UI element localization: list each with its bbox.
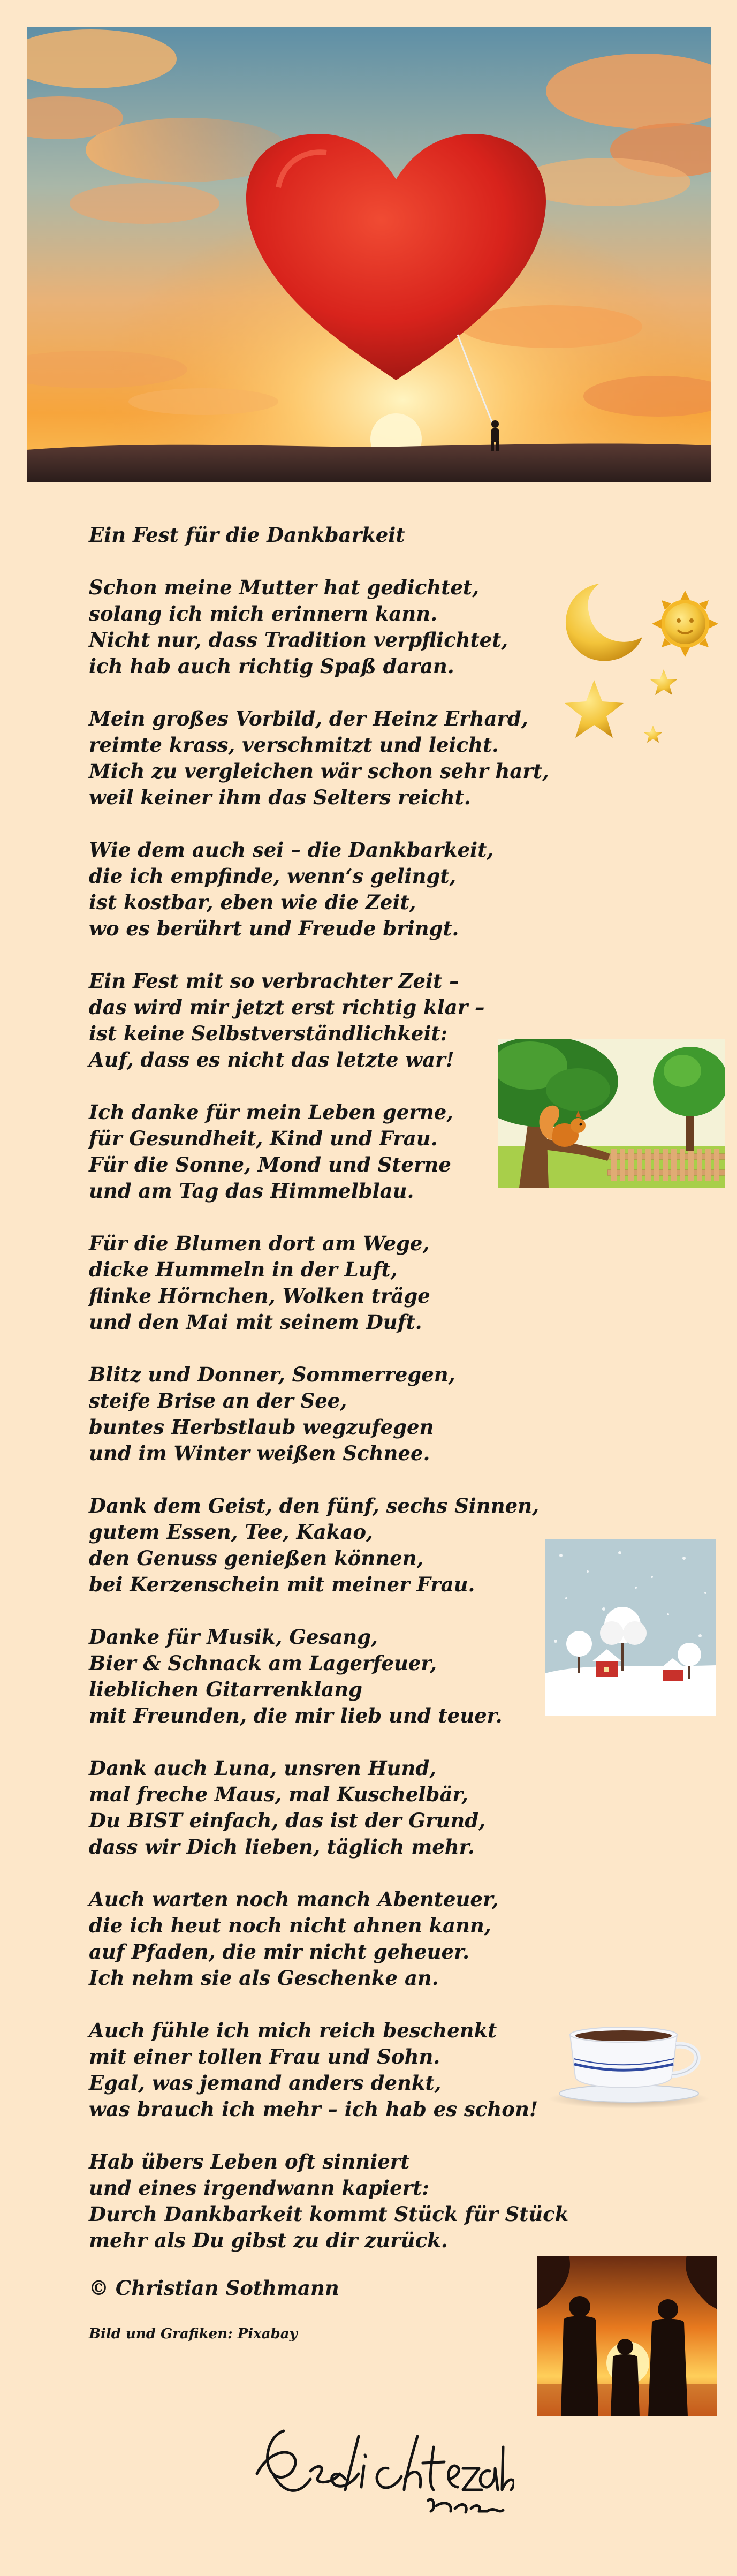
- poem-line: reimte krass, verschmitzt und leicht.: [89, 733, 499, 757]
- poem-line: lieblichen Gitarrenklang: [89, 1678, 362, 1701]
- stanza-12: [89, 2018, 624, 2122]
- poem-line: ich hab auch richtig Spaß daran.: [89, 654, 454, 678]
- poem-line: Für die Blumen dort am Wege,: [89, 1232, 430, 1255]
- stanza-11: [89, 1886, 624, 1991]
- poem-line: mit Freunden, die mir lieb und teuer.: [89, 1704, 503, 1727]
- poem-line: Ein Fest mit so verbrachter Zeit –: [89, 969, 459, 993]
- poem-line: ist keine Selbstverständlichkeit:: [89, 1022, 448, 1045]
- poem-line: bei Kerzenschein mit meiner Frau.: [89, 1573, 475, 1596]
- poem-line: was brauch ich mehr – ich hab es schon!: [89, 2097, 538, 2121]
- poem-line: auf Pfaden, die mir nicht geheuer.: [89, 1940, 470, 1963]
- poem-line: Dank auch Luna, unsren Hund,: [89, 1756, 437, 1780]
- poem-line: Nicht nur, dass Tradition verpflichtet,: [89, 628, 508, 652]
- stanza-6: [89, 1230, 624, 1335]
- poem-line: Danke für Musik, Gesang,: [89, 1625, 378, 1649]
- poem-line: und den Mai mit seinem Duft.: [89, 1310, 422, 1334]
- copyright-notice: © Christian Sothmann: [89, 2276, 339, 2300]
- poem-line: ist kostbar, eben wie die Zeit,: [89, 890, 416, 914]
- stanza-7: [89, 1362, 624, 1467]
- poem-line: Auch warten noch manch Abenteuer,: [89, 1887, 499, 1911]
- stanza-1: [89, 575, 624, 679]
- poem-line: Schon meine Mutter hat gedichtet,: [89, 576, 479, 599]
- poem-line: Auch fühle ich mich reich beschenkt: [89, 2019, 497, 2042]
- poem-line: und am Tag das Himmelblau.: [89, 1179, 414, 1203]
- poem-line: und eines irgendwann kapiert:: [89, 2176, 429, 2200]
- stanza-2: [89, 706, 624, 811]
- poem-line: für Gesundheit, Kind und Frau.: [89, 1127, 438, 1150]
- poem-line: das wird mir jetzt erst richtig klar –: [89, 995, 485, 1019]
- stanza-8: [89, 1493, 624, 1598]
- poem-line: Egal, was jemand anders denkt,: [89, 2071, 442, 2095]
- poem-line: steife Brise an der See,: [89, 1389, 347, 1412]
- poem-line: Ich nehm sie als Geschenke an.: [89, 1966, 439, 1990]
- poem-line: Du BIST einfach, das ist der Grund,: [89, 1809, 486, 1832]
- poem-line: mal freche Maus, mal Kuschelbär,: [89, 1782, 468, 1806]
- poem-line: Bier & Schnack am Lagerfeuer,: [89, 1651, 437, 1675]
- poem-line: dicke Hummeln in der Luft,: [89, 1258, 398, 1281]
- stanza-3: [89, 837, 624, 942]
- poem-line: Mich zu vergleichen wär schon sehr hart,: [89, 759, 549, 783]
- poem-line: buntes Herbstlaub wegzufegen: [89, 1415, 434, 1439]
- poem-line: Wie dem auch sei – die Dankbarkeit,: [89, 838, 494, 862]
- heart-balloon-sunset-image: [27, 27, 711, 482]
- stanza-13: [89, 2149, 624, 2254]
- poem-line: Hab übers Leben oft sinniert: [89, 2150, 410, 2173]
- poem-line: Blitz und Donner, Sommerregen,: [89, 1363, 455, 1386]
- poem-line: Durch Dankbarkeit kommt Stück für Stück: [89, 2202, 569, 2226]
- signature-logo: [252, 2415, 514, 2522]
- poem-line: und im Winter weißen Schnee.: [89, 1441, 430, 1465]
- poem-line: Mein großes Vorbild, der Heinz Erhard,: [89, 707, 528, 730]
- poem: [89, 522, 624, 2343]
- poem-line: dass wir Dich lieben, täglich mehr.: [89, 1835, 475, 1859]
- poem-line: die ich heut noch nicht ahnen kann,: [89, 1914, 491, 1937]
- poem-line: mehr als Du gibst zu dir zurück.: [89, 2228, 448, 2252]
- poem-line: wo es berührt und Freude bringt.: [89, 917, 459, 940]
- poem-line: gutem Essen, Tee, Kakao,: [89, 1520, 373, 1544]
- stanza-5: [89, 1099, 624, 1204]
- poem-line: Auf, dass es nicht das letzte war!: [89, 1048, 454, 1071]
- poem-line: die ich empfinde, wenn‘s gelingt,: [89, 864, 457, 888]
- poem-line: flinke Hörnchen, Wolken träge: [89, 1284, 430, 1308]
- poem-line: mit einer tollen Frau und Sohn.: [89, 2045, 440, 2068]
- stanza-10: [89, 1755, 624, 1860]
- poem-title: Ein Fest für die Dankbarkeit: [89, 523, 405, 547]
- poem-line: den Genuss genießen können,: [89, 1546, 424, 1570]
- stanza-9: [89, 1624, 624, 1729]
- image-credit: Bild und Grafiken: Pixabay: [89, 2326, 298, 2342]
- poem-line: Für die Sonne, Mond und Sterne: [89, 1153, 451, 1176]
- poem-line: Dank dem Geist, den fünf, sechs Sinnen,: [89, 1494, 539, 1517]
- poem-line: solang ich mich erinnern kann.: [89, 602, 438, 625]
- stanza-4: [89, 968, 624, 1073]
- poem-line: weil keiner ihm das Selters reicht.: [89, 785, 471, 809]
- poem-line: Ich danke für mein Leben gerne,: [89, 1100, 454, 1124]
